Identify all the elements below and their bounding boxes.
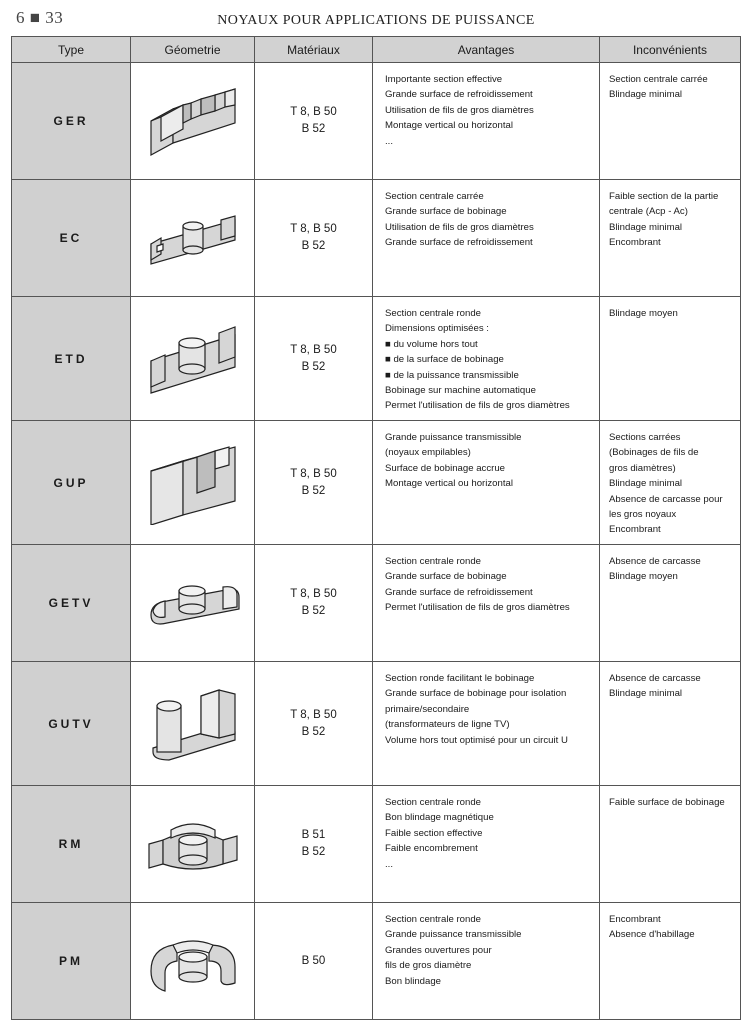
etd-core-icon <box>143 317 243 401</box>
table-row <box>12 786 741 903</box>
drawbacks-cell <box>600 903 741 1020</box>
drawback-line: Absence de carcasse <box>609 673 701 684</box>
drawback-line: Faible section de la partie <box>609 191 719 202</box>
drawback-line: Encombrant <box>609 524 661 536</box>
pm-core-icon <box>143 921 243 1001</box>
table-row <box>12 421 741 545</box>
advantage-line: Utilisation de fils de gros diamètres <box>385 221 534 233</box>
advantage-line: ■ du volume hors tout <box>385 338 478 350</box>
geometry-cell <box>131 545 255 662</box>
rm-core-icon <box>143 804 243 884</box>
drawbacks-cell <box>600 180 741 297</box>
table-row <box>12 545 741 662</box>
drawback-line: Blindage minimal <box>609 221 683 233</box>
advantage-line: Grande surface de refroidissement <box>385 586 533 598</box>
advantage-line: Bon blindage <box>385 975 442 987</box>
geometry-cell <box>131 786 255 903</box>
advantage-line: ■ de la puissance transmissible <box>385 369 519 381</box>
advantages-cell <box>373 662 600 786</box>
materials-cell <box>255 903 373 1020</box>
advantage-line: Utilisation de fils de gros diamètres <box>385 104 534 116</box>
drawback-line: Faible surface de bobinage <box>609 797 725 808</box>
geometry-cell <box>131 63 255 180</box>
material-line: T 8, B 50 <box>290 223 337 235</box>
advantage-line: Faible encombrement <box>385 843 478 855</box>
drawbacks-cell <box>600 421 741 545</box>
advantage-line: Surface de bobinage accrue <box>385 462 506 474</box>
core-comparison-table <box>11 36 741 1020</box>
advantage-line: Grande surface de bobinage <box>385 206 507 218</box>
material-line: T 8, B 50 <box>290 708 337 721</box>
core-type: GUP <box>12 421 131 545</box>
materials-cell <box>255 662 373 786</box>
advantage-line: Grande surface de refroidissement <box>385 89 533 101</box>
drawback-line: (Bobinages de fils de <box>609 447 699 459</box>
advantages-cell <box>373 297 600 421</box>
advantage-line: Bon blindage magnétique <box>385 812 494 824</box>
material-line: B 52 <box>301 123 326 135</box>
advantage-line: Bobinage sur machine automatique <box>385 385 536 397</box>
advantage-line: Volume hors tout optimisé pour un circuit U <box>385 734 568 746</box>
advantage-line: Grande surface de bobinage pour isolation <box>385 688 567 700</box>
core-type: GER <box>12 63 131 180</box>
geometry-cell <box>131 662 255 786</box>
core-type: PM <box>12 903 131 1020</box>
core-type: GETV <box>12 545 131 662</box>
core-type: EC <box>12 180 131 297</box>
drawback-line: Encombrant <box>609 914 661 925</box>
advantage-line: Montage vertical ou horizontal <box>385 120 513 132</box>
advantage-line: Section centrale carrée <box>385 191 484 202</box>
advantage-line: Section centrale ronde <box>385 797 481 808</box>
drawback-line: Absence de carcasse <box>609 556 701 567</box>
material-line: B 52 <box>301 484 326 497</box>
core-type: ETD <box>12 297 131 421</box>
drawbacks-cell <box>600 297 741 421</box>
advantage-line: Section centrale ronde <box>385 308 481 319</box>
table-row <box>12 297 741 421</box>
drawbacks-cell <box>600 63 741 180</box>
advantage-line: Grande puissance transmissible <box>385 432 522 443</box>
header-type: Type <box>12 37 131 63</box>
drawback-line: Absence d'habillage <box>609 929 695 941</box>
advantages-cell <box>373 786 600 903</box>
materials-cell <box>255 545 373 662</box>
drawback-line: Blindage moyen <box>609 308 678 319</box>
table-row <box>12 903 741 1020</box>
advantage-line: Section centrale ronde <box>385 914 481 925</box>
header-geometry: Géometrie <box>131 37 255 63</box>
gup-core-icon <box>143 441 243 525</box>
drawback-line: Section centrale carrée <box>609 74 708 85</box>
advantages-cell <box>373 180 600 297</box>
core-type: RM <box>12 786 131 903</box>
advantages-cell <box>373 421 600 545</box>
advantages-cell <box>373 545 600 662</box>
advantage-line: Grandes ouvertures pour <box>385 944 492 956</box>
materials-cell <box>255 297 373 421</box>
geometry-cell <box>131 421 255 545</box>
drawback-line: Encombrant <box>609 237 661 249</box>
material-line: B 52 <box>301 240 326 252</box>
page-title: NOYAUX POUR APPLICATIONS DE PUISSANCE <box>217 13 535 28</box>
getv-core-icon <box>143 563 243 643</box>
core-type: GUTV <box>12 662 131 786</box>
ec-core-icon <box>143 198 243 278</box>
material-line: T 8, B 50 <box>290 588 337 600</box>
header-drawbacks: Inconvénients <box>600 37 741 63</box>
materials-cell <box>255 180 373 297</box>
drawback-line: Blindage minimal <box>609 688 683 700</box>
geometry-cell <box>131 297 255 421</box>
advantage-line: Permet l'utilisation de fils de gros diamètres <box>385 400 570 412</box>
advantage-line: ■ de la surface de bobinage <box>385 354 504 366</box>
advantage-line: Dimensions optimisées : <box>385 323 489 335</box>
advantage-line: Faible section effective <box>385 827 483 839</box>
drawback-line: Absence de carcasse pour <box>609 493 723 505</box>
drawbacks-cell <box>600 545 741 662</box>
drawbacks-cell <box>600 786 741 903</box>
drawback-line: centrale (Acp - Ac) <box>609 206 688 218</box>
advantage-line: fils de gros diamètre <box>385 960 472 972</box>
drawback-line: Blindage minimal <box>609 89 683 101</box>
table-row <box>12 63 741 180</box>
geometry-cell <box>131 903 255 1020</box>
drawback-line: gros diamètres) <box>609 462 676 474</box>
advantage-line: (transformateurs de ligne TV) <box>385 719 510 731</box>
advantage-line: ... <box>385 858 393 870</box>
material-line: T 8, B 50 <box>290 467 337 480</box>
advantage-line: (noyaux empilables) <box>385 447 471 459</box>
geometry-cell <box>131 180 255 297</box>
material-line: B 52 <box>301 846 326 858</box>
advantage-line: Montage vertical ou horizontal <box>385 478 513 490</box>
material-line: B 52 <box>301 360 326 373</box>
material-line: T 8, B 50 <box>290 106 337 118</box>
drawback-line: Sections carrées <box>609 432 681 443</box>
advantages-cell <box>373 903 600 1020</box>
table-header-row <box>12 37 741 63</box>
advantage-line: primaire/secondaire <box>385 703 470 715</box>
advantage-line: Grande surface de bobinage <box>385 571 507 583</box>
page-number: 6 ■ 33 <box>16 8 64 27</box>
header-materials: Matériaux <box>255 37 373 63</box>
header-advantages: Avantages <box>373 37 600 63</box>
drawback-line: Blindage minimal <box>609 478 683 490</box>
gutv-core-icon <box>143 682 243 766</box>
materials-cell <box>255 786 373 903</box>
table-row <box>12 662 741 786</box>
advantage-line: Grande surface de refroidissement <box>385 237 533 249</box>
material-line: B 51 <box>301 829 326 841</box>
advantage-line: Section centrale ronde <box>385 556 481 567</box>
advantage-line: Importante section effective <box>385 74 503 85</box>
materials-cell <box>255 63 373 180</box>
advantage-line: Permet l'utilisation de fils de gros diamètres <box>385 602 570 614</box>
material-line: B 52 <box>301 725 326 738</box>
materials-cell <box>255 421 373 545</box>
advantage-line: Grande puissance transmissible <box>385 929 522 941</box>
ger-core-icon <box>143 81 243 161</box>
advantages-cell <box>373 63 600 180</box>
page-header <box>0 0 752 36</box>
advantage-line: ... <box>385 135 393 147</box>
table-row <box>12 180 741 297</box>
drawback-line: Blindage moyen <box>609 571 678 583</box>
material-line: B 52 <box>301 605 326 617</box>
material-line: T 8, B 50 <box>290 343 337 356</box>
advantage-line: Section ronde facilitant le bobinage <box>385 673 535 684</box>
drawbacks-cell <box>600 662 741 786</box>
material-line: B 50 <box>301 954 326 967</box>
drawback-line: les gros noyaux <box>609 509 677 521</box>
